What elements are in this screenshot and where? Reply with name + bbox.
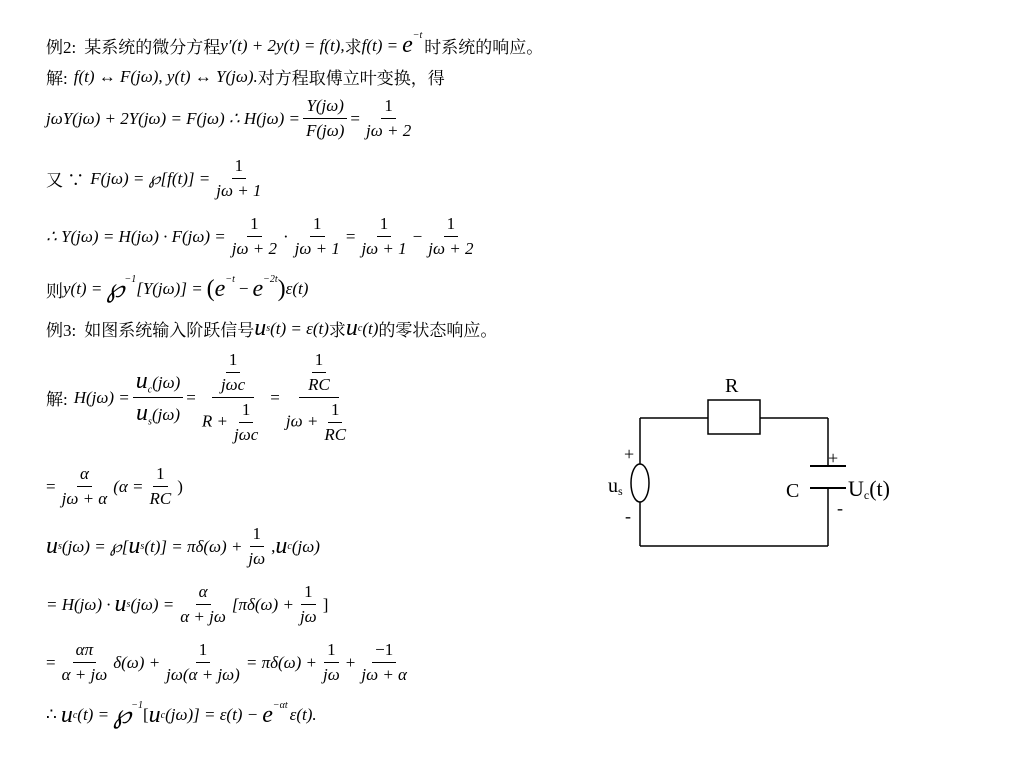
- ex3-h-frac3-inner-den: [321, 400, 349, 445]
- capacitor-minus-label: -: [837, 498, 843, 518]
- ex3-exp-mid1: δ(ω) +: [113, 652, 161, 672]
- ex2-title-suffix: 时系统的响应。: [424, 38, 544, 57]
- ex3-fin-u: u: [60, 701, 73, 728]
- ex2-res-prefix: 则: [46, 281, 63, 301]
- source-voltage-sub: s: [618, 484, 623, 498]
- ex2-eq1-left: jωY(jω) + 2Y(jω) = F(jω) ∴ H(jω) =: [46, 108, 300, 128]
- source-plus-label: +: [624, 444, 635, 464]
- ex3-h-frac3: [283, 350, 355, 445]
- ex3-exp-frac4-num: −1: [372, 640, 396, 663]
- ex3-exp-frac3: [320, 640, 343, 685]
- ex2-res-paren-close: ): [277, 275, 286, 302]
- ex2-eq1-frac2: [363, 96, 414, 141]
- source-voltage-u: u: [608, 475, 618, 497]
- ex2-res-e2: e: [252, 275, 264, 302]
- ex3-fin-e: e: [262, 701, 273, 728]
- ex3-h-frac3-den: [283, 398, 355, 445]
- ex2-eq3-frac4-den: jω + 2: [428, 239, 474, 258]
- capacitor-voltage-U: U: [848, 476, 864, 501]
- ex3-uc-close: ]: [322, 594, 329, 614]
- ex3-uc-br: [πδ(ω) +: [231, 594, 294, 614]
- ex2-res-e1: e: [214, 275, 226, 302]
- ex2-res-paren-open: (: [206, 275, 215, 302]
- ex3-h-eq2: =: [270, 387, 280, 407]
- ex3-uc-frac2-den: jω: [299, 607, 317, 626]
- ex2-eq2: [46, 156, 267, 201]
- ex3-h-sub-s: s: [148, 416, 152, 428]
- ex3-title-u: u: [254, 315, 267, 341]
- ex2-res-mid: [Y(jω)] =: [136, 279, 203, 298]
- ex3-title-eq: (t) = ε(t): [270, 318, 329, 338]
- ex2-eq3-frac1-num: 1: [247, 214, 262, 237]
- ex2-eq3-dot: ·: [282, 226, 289, 246]
- ex3-fin-sub-c: c: [72, 709, 78, 721]
- ex3-us-mid2: (t)] = πδ(ω) +: [144, 536, 243, 556]
- ex3-fin-inv: −1: [131, 699, 143, 711]
- ex3-h-eq1: =: [186, 387, 196, 407]
- ex3-us-frac: [245, 524, 268, 569]
- ex3-h-left: H(jω) =: [73, 387, 130, 407]
- ex3-title-sub-s: s: [266, 323, 271, 334]
- ex3-h-frac3-inner-num-top: 1: [312, 350, 327, 373]
- ex3-uc-mid: (jω) =: [130, 594, 175, 614]
- ex2-eq3-frac3-num: 1: [377, 214, 392, 237]
- ex3-h-frac2-den-r: R +: [201, 411, 228, 431]
- ex3-uc-product: [46, 582, 328, 627]
- source-minus-label: -: [625, 506, 631, 526]
- ex3-h-frac1-den: [133, 398, 183, 427]
- ex3-fin-therefore: ∴: [46, 705, 57, 724]
- ex3-h-frac2-inner-num: [218, 350, 248, 395]
- ex3-h-frac2-inner-num-bottom: jωc: [220, 375, 246, 394]
- ex2-transform-pairs: f(t) ↔ F(jω), y(t) ↔ Y(jω).: [73, 66, 258, 86]
- ex3-title-suffix: 的零状态响应。: [378, 321, 498, 340]
- ex2-eq3-frac3: [358, 214, 409, 259]
- capacitor-plus-label: +: [828, 448, 839, 468]
- ex2-eq1-frac1: [303, 96, 347, 141]
- ex3-title-sub-c: c: [357, 323, 363, 334]
- ex3-h-frac2: [199, 350, 267, 445]
- ex3-h-frac1: [133, 368, 184, 428]
- ex2-sol-text: 对方程取傅立叶变换，得: [257, 69, 445, 88]
- ex3-alpha-eq: =: [46, 476, 56, 496]
- ex2-exp-power: −t: [412, 30, 423, 41]
- ex2-eq3: [46, 214, 479, 259]
- ex2-eq3-frac1-den: jω + 2: [231, 239, 277, 258]
- ex3-h-frac2-num: [212, 350, 254, 398]
- ex3-exp-frac2-num: 1: [196, 640, 211, 663]
- ex3-exp-frac3-den: jω: [323, 665, 340, 684]
- ex2-result: [46, 274, 308, 304]
- rc-circuit-diagram: [596, 372, 916, 562]
- ex3-us-sub-s: s: [58, 541, 62, 552]
- ex2-input: f(t) =: [361, 35, 399, 55]
- ex3-fin-arg: (jω)] = ε(t) −: [165, 705, 259, 724]
- ex3-uc-left: = H(jω) ·: [46, 594, 111, 614]
- ex3-title-t: (t): [362, 318, 379, 338]
- ex3-h-frac1-num: [133, 368, 184, 398]
- ex3-h-frac2-den: [199, 398, 267, 445]
- ex3-us-mid1: (jω) = ℘[: [61, 536, 129, 556]
- ex2-exp-base: e: [402, 32, 413, 58]
- ex2-eq3-eq: =: [345, 226, 356, 246]
- ex3-fin-br: [: [142, 705, 149, 724]
- ex3-title-u2: u: [345, 315, 358, 341]
- ex3-sol-label: 解:: [46, 390, 68, 409]
- ex3-h-frac3-den-left: jω +: [285, 411, 319, 431]
- ex2-title-text: 某系统的微分方程: [84, 38, 221, 57]
- ex2-eq3-frac2-den: jω + 1: [294, 239, 340, 258]
- ex3-us-end: (jω): [291, 536, 320, 556]
- ex3-h-frac3-inner-den-top: 1: [328, 400, 343, 423]
- ex2-res-left: y(t) =: [63, 279, 103, 298]
- ex2-eq3-frac1: [229, 214, 280, 259]
- capacitor-voltage-sub: c: [863, 488, 870, 502]
- ex3-alpha-close: ): [177, 476, 183, 496]
- ex3-uc-frac2-num: 1: [301, 582, 316, 605]
- ex3-exp-frac4: [358, 640, 410, 685]
- ex2-res-exp2: −2t: [263, 273, 278, 285]
- ex3-final-result: [46, 700, 317, 730]
- ex2-eq1-frac1-den: F(jω): [305, 121, 345, 140]
- ex2-eq3-frac3-den: jω + 1: [361, 239, 407, 258]
- ex3-exp-frac1: [59, 640, 111, 685]
- capacitor-label: C: [786, 480, 800, 502]
- ex3-us-frac-den: jω: [248, 549, 266, 568]
- ex3-uc-frac2: [297, 582, 320, 627]
- ex2-eq2-frac-num: 1: [232, 156, 247, 179]
- ex3-exp-frac1-num: απ: [73, 640, 96, 663]
- ex2-res-exp1: −t: [225, 273, 235, 285]
- ex2-solution-intro: [46, 64, 445, 89]
- ex3-h-u1: u: [135, 367, 148, 394]
- ex3-alpha-frac: [59, 464, 111, 509]
- ex3-us-u3: u: [275, 533, 288, 559]
- capacitor-voltage-t: (t): [869, 476, 890, 501]
- ex2-eq1: [46, 96, 417, 141]
- ex3-uc-frac: [177, 582, 229, 627]
- ex3-title-text: 如图系统输入阶跃信号: [84, 321, 255, 340]
- ex3-inverse-fourier-symbol: ℘: [113, 700, 132, 729]
- ex3-alpha-frac-num: α: [77, 464, 92, 487]
- ex3-label: 例3:: [46, 321, 77, 340]
- ex2-eq2-frac: [213, 156, 264, 201]
- ex2-sol-label: 解:: [46, 69, 68, 88]
- ex2-eq3-minus: −: [412, 226, 423, 246]
- resistor-label: R: [725, 375, 739, 397]
- ex3-alpha-def-frac-den: RC: [149, 489, 172, 508]
- source-voltage-label: [608, 475, 623, 498]
- ex3-h-u2: u: [136, 400, 149, 426]
- capacitor-voltage-label: [848, 476, 890, 502]
- ex3-transfer-function: [46, 350, 358, 445]
- ex2-title: [46, 32, 543, 59]
- ex2-eq1-frac2-den: jω + 2: [366, 121, 412, 140]
- ex3-h-arg1: (jω): [152, 372, 181, 392]
- ex3-fin-sub-c2: c: [160, 709, 166, 721]
- ex3-alpha-def: (α =: [113, 476, 144, 496]
- ex3-us-transform: [46, 524, 320, 569]
- ex3-alpha-def-frac-num: 1: [153, 464, 168, 487]
- ex2-inverse-fourier-symbol: ℘: [106, 274, 125, 303]
- ex3-fin-end: ε(t).: [289, 705, 317, 724]
- ex2-eq2-left: F(jω) = ℘[f(t)] =: [90, 168, 211, 188]
- voltage-source: [631, 464, 649, 502]
- ex3-uc-u: u: [114, 591, 127, 617]
- ex3-h-frac3-inner-num-bottom: RC: [308, 375, 330, 394]
- ex3-exp-plus: +: [345, 652, 356, 672]
- ex3-expansion: [46, 640, 413, 685]
- ex3-us-comma: ,: [271, 536, 276, 556]
- ex2-inverse-power: −1: [124, 273, 137, 285]
- ex3-h-frac2-inner-den-top: 1: [239, 400, 254, 423]
- ex2-eq3-frac2-num: 1: [310, 214, 325, 237]
- ex3-fin-u2: u: [148, 701, 161, 728]
- ex3-us-sub-c: c: [287, 541, 292, 552]
- ex2-ask: 求: [344, 38, 362, 57]
- ex3-h-frac3-num: [299, 350, 339, 398]
- ex3-uc-sub-s: s: [126, 599, 131, 610]
- ex3-exp-frac3-num: 1: [324, 640, 339, 663]
- ex3-exp-frac2-den: jω(α + jω): [166, 665, 240, 684]
- ex3-exp-frac2: [163, 640, 243, 685]
- ex3-uc-frac-num: α: [196, 582, 211, 605]
- ex3-fin-exp: −αt: [272, 699, 288, 711]
- ex3-h-frac3-inner-num: [305, 350, 333, 395]
- ex3-exp-mid2: = πδ(ω) +: [245, 652, 318, 672]
- ex3-exp-frac4-den: jω + α: [361, 665, 407, 684]
- ex3-uc-frac-den: α + jω: [180, 607, 226, 626]
- ex2-eq3-frac4-num: 1: [444, 214, 459, 237]
- ex3-alpha-form: [46, 464, 183, 509]
- ex3-alpha-def-frac: [147, 464, 175, 509]
- ex3-fin-mid: (t) =: [77, 705, 110, 724]
- ex2-eq3-frac2: [292, 214, 343, 259]
- ex3-title: [46, 315, 497, 342]
- ex3-us-frac-num: 1: [250, 524, 265, 547]
- ex2-res-end: ε(t): [285, 279, 309, 298]
- ex3-h-arg2: (jω): [151, 405, 181, 424]
- ex3-us-u2: u: [128, 533, 141, 559]
- ex3-h-sub-c: c: [147, 384, 153, 395]
- ex2-eq1-eq: =: [350, 108, 361, 128]
- resistor: [708, 400, 760, 434]
- ex3-h-frac2-inner-den: [231, 400, 261, 445]
- ex2-label: 例2:: [46, 38, 77, 57]
- ex2-eq2-prefix: 又 ∵: [46, 171, 85, 190]
- ex3-title-ask: 求: [328, 321, 346, 340]
- ex2-eq2-frac-den: jω + 1: [216, 181, 262, 200]
- ex3-us-u: u: [46, 533, 58, 559]
- ex3-exp-eq: =: [46, 652, 56, 672]
- ex2-eq3-frac4: [425, 214, 476, 259]
- ex2-res-minus: −: [238, 279, 249, 298]
- ex3-alpha-frac-den: jω + α: [61, 489, 108, 508]
- ex3-h-frac2-inner-den-bottom: jωc: [234, 425, 259, 444]
- ex3-us-sub-s2: s: [140, 541, 145, 552]
- ex2-eq1-frac1-num: Y(jω): [303, 96, 347, 119]
- ex2-eq1-frac2-num: 1: [381, 96, 396, 119]
- ex3-h-frac3-inner-den-bottom: RC: [324, 425, 347, 444]
- ex3-exp-frac1-den: α + jω: [61, 665, 108, 684]
- ex2-diff-eq: y′(t) + 2y(t) = f(t),: [220, 35, 345, 55]
- ex2-eq3-left: ∴ Y(jω) = H(jω) · F(jω) =: [46, 226, 226, 246]
- ex3-h-frac2-inner-num-top: 1: [226, 350, 241, 373]
